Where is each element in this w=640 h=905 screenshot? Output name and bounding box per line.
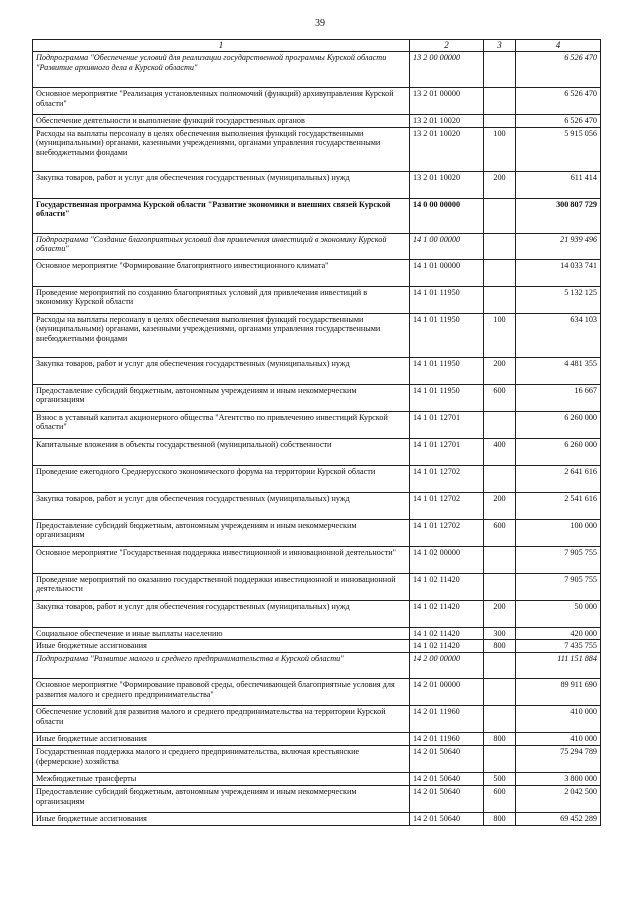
row-name-cell: Закупка товаров, работ и услуг для обеспечения государственных (муниципальных) нужд xyxy=(33,600,410,627)
row-name-cell: Социальное обеспечение и иные выплаты населению xyxy=(33,627,410,640)
row-code-cell: 14 1 01 12702 xyxy=(410,492,484,519)
row-amount-cell: 3 800 000 xyxy=(516,773,601,786)
row-code-cell: 14 2 01 50640 xyxy=(410,813,484,826)
row-expense-type-cell: 600 xyxy=(484,519,516,546)
table-row xyxy=(33,546,601,573)
row-code-cell: 14 0 00 00000 xyxy=(410,198,484,233)
row-amount-cell: 2 641 616 xyxy=(516,465,601,492)
row-code-cell: 14 2 01 00000 xyxy=(410,679,484,706)
row-expense-type-cell xyxy=(484,198,516,233)
row-name-cell: Предоставление субсидий бюджетным, автономным учреждениям и иным некоммерческим организациям xyxy=(33,384,410,411)
column-header-name: 1 xyxy=(33,40,410,52)
table-row xyxy=(33,640,601,653)
table-row xyxy=(33,786,601,813)
row-amount-cell: 410 000 xyxy=(516,733,601,746)
row-expense-type-cell xyxy=(484,286,516,313)
table-row xyxy=(33,114,601,127)
table-header-row xyxy=(33,40,601,52)
row-expense-type-cell xyxy=(484,411,516,438)
row-amount-cell: 75 294 789 xyxy=(516,746,601,773)
row-code-cell: 14 1 01 11950 xyxy=(410,286,484,313)
table-row xyxy=(33,813,601,826)
row-code-cell: 13 2 01 10020 xyxy=(410,114,484,127)
row-amount-cell: 6 260 000 xyxy=(516,438,601,465)
row-amount-cell: 7 905 755 xyxy=(516,573,601,600)
row-expense-type-cell xyxy=(484,87,516,114)
row-expense-type-cell: 200 xyxy=(484,492,516,519)
row-amount-cell: 5 915 056 xyxy=(516,127,601,171)
row-expense-type-cell xyxy=(484,51,516,87)
row-name-cell: Закупка товаров, работ и услуг для обеспечения государственных (муниципальных) нужд xyxy=(33,492,410,519)
row-amount-cell: 6 260 000 xyxy=(516,411,601,438)
row-name-cell: Государственная поддержка малого и среднего предпринимательства, включая крестьянские (фермерские) хозяйства xyxy=(33,746,410,773)
table-row xyxy=(33,733,601,746)
row-code-cell: 14 1 02 11420 xyxy=(410,573,484,600)
row-expense-type-cell: 100 xyxy=(484,127,516,171)
row-name-cell: Расходы на выплаты персоналу в целях обеспечения выполнения функций государственными (муниципальными) органами, казенными учреждениями, органами управления государственными внебюджетными фондами xyxy=(33,313,410,357)
row-expense-type-cell: 800 xyxy=(484,733,516,746)
row-name-cell: Обеспечение условий для развития малого и среднего предпринимательства на территории Курской области xyxy=(33,706,410,733)
row-expense-type-cell: 100 xyxy=(484,313,516,357)
row-name-cell: Основное мероприятие "Государственная поддержка инвестиционной и инновационной деятельности" xyxy=(33,546,410,573)
row-expense-type-cell xyxy=(484,114,516,127)
row-code-cell: 13 2 01 10020 xyxy=(410,171,484,198)
row-expense-type-cell xyxy=(484,706,516,733)
row-amount-cell: 420 000 xyxy=(516,627,601,640)
row-name-cell: Иные бюджетные ассигнования xyxy=(33,813,410,826)
row-code-cell: 14 2 01 50640 xyxy=(410,773,484,786)
table-row xyxy=(33,87,601,114)
row-amount-cell: 6 526 470 xyxy=(516,51,601,87)
table-row xyxy=(33,357,601,384)
table-body xyxy=(33,51,601,825)
row-name-cell: Капитальные вложения в объекты государственной (муниципальной) собственности xyxy=(33,438,410,465)
row-expense-type-cell: 800 xyxy=(484,640,516,653)
row-amount-cell: 2 042 500 xyxy=(516,786,601,813)
row-code-cell: 14 1 01 11950 xyxy=(410,357,484,384)
row-expense-type-cell xyxy=(484,653,516,679)
row-name-cell: Подпрограмма "Создание благоприятных условий для привлечения инвестиций в экономику Курской области" xyxy=(33,233,410,259)
table-row xyxy=(33,706,601,733)
row-expense-type-cell: 500 xyxy=(484,773,516,786)
row-code-cell: 14 1 00 00000 xyxy=(410,233,484,259)
table-row xyxy=(33,653,601,679)
row-name-cell: Подпрограмма "Развитие малого и среднего предпринимательства в Курской области" xyxy=(33,653,410,679)
table-row xyxy=(33,198,601,233)
row-code-cell: 14 1 01 12701 xyxy=(410,411,484,438)
row-name-cell: Обеспечение деятельности и выполнение функций государственных органов xyxy=(33,114,410,127)
budget-table xyxy=(32,39,601,826)
column-header-amount: 4 xyxy=(516,40,601,52)
row-name-cell: Закупка товаров, работ и услуг для обеспечения государственных (муниципальных) нужд xyxy=(33,171,410,198)
table-row xyxy=(33,519,601,546)
row-code-cell: 14 1 02 11420 xyxy=(410,640,484,653)
row-amount-cell: 14 033 741 xyxy=(516,259,601,286)
table-row xyxy=(33,746,601,773)
row-expense-type-cell: 300 xyxy=(484,627,516,640)
row-amount-cell: 6 526 470 xyxy=(516,87,601,114)
table-row xyxy=(33,438,601,465)
row-expense-type-cell xyxy=(484,233,516,259)
row-amount-cell: 634 103 xyxy=(516,313,601,357)
row-name-cell: Подпрограмма "Обеспечение условий для реализации государственной программы Курской области "Развитие архивного дела в Курской области" xyxy=(33,51,410,87)
row-code-cell: 14 1 02 11420 xyxy=(410,600,484,627)
column-header-code: 2 xyxy=(410,40,484,52)
page-number: 39 xyxy=(315,18,325,29)
row-name-cell: Проведение ежегодного Среднерусского экономического форума на территории Курской области xyxy=(33,465,410,492)
row-code-cell: 14 2 01 50640 xyxy=(410,786,484,813)
row-code-cell: 14 1 01 12702 xyxy=(410,519,484,546)
row-expense-type-cell xyxy=(484,679,516,706)
table-row xyxy=(33,384,601,411)
row-code-cell: 14 1 01 12701 xyxy=(410,438,484,465)
row-amount-cell: 410 000 xyxy=(516,706,601,733)
row-amount-cell: 4 481 355 xyxy=(516,357,601,384)
table-row xyxy=(33,286,601,313)
row-amount-cell: 69 452 289 xyxy=(516,813,601,826)
row-name-cell: Иные бюджетные ассигнования xyxy=(33,733,410,746)
row-code-cell: 14 2 00 00000 xyxy=(410,653,484,679)
table-row xyxy=(33,627,601,640)
row-name-cell: Закупка товаров, работ и услуг для обеспечения государственных (муниципальных) нужд xyxy=(33,357,410,384)
row-name-cell: Основное мероприятие "Формирование благоприятного инвестиционного климата" xyxy=(33,259,410,286)
row-code-cell: 14 2 01 50640 xyxy=(410,746,484,773)
row-expense-type-cell: 600 xyxy=(484,384,516,411)
row-code-cell: 14 1 01 00000 xyxy=(410,259,484,286)
row-amount-cell: 16 667 xyxy=(516,384,601,411)
row-amount-cell: 89 911 690 xyxy=(516,679,601,706)
row-name-cell: Основное мероприятие "Формирование правовой среды, обеспечивающей благоприятные условия для развития малого и среднего предпринимательства" xyxy=(33,679,410,706)
row-code-cell: 14 2 01 11960 xyxy=(410,706,484,733)
row-code-cell: 14 1 01 11950 xyxy=(410,384,484,411)
row-expense-type-cell xyxy=(484,573,516,600)
row-amount-cell: 100 000 xyxy=(516,519,601,546)
row-amount-cell: 7 905 755 xyxy=(516,546,601,573)
row-name-cell: Предоставление субсидий бюджетным, автономным учреждениям и иным некоммерческим организациям xyxy=(33,519,410,546)
row-name-cell: Межбюджетные трансферты xyxy=(33,773,410,786)
row-name-cell: Основное мероприятие "Реализация установленных полномочий (функций) архивуправления Курской области" xyxy=(33,87,410,114)
row-name-cell: Проведение мероприятий по оказанию государственной поддержки инвестиционной и инновационной деятельности xyxy=(33,573,410,600)
table-row xyxy=(33,171,601,198)
row-code-cell: 13 2 01 10020 xyxy=(410,127,484,171)
row-name-cell: Предоставление субсидий бюджетным, автономным учреждениям и иным некоммерческим организациям xyxy=(33,786,410,813)
row-name-cell: Проведение мероприятий по созданию благоприятных условий для привлечения инвестиций в экономику Курской области xyxy=(33,286,410,313)
row-amount-cell: 50 000 xyxy=(516,600,601,627)
table-row xyxy=(33,313,601,357)
row-name-cell: Иные бюджетные ассигнования xyxy=(33,640,410,653)
table-row xyxy=(33,492,601,519)
row-expense-type-cell xyxy=(484,259,516,286)
row-code-cell: 14 1 02 11420 xyxy=(410,627,484,640)
row-amount-cell: 7 435 755 xyxy=(516,640,601,653)
row-expense-type-cell: 200 xyxy=(484,357,516,384)
row-amount-cell: 21 939 496 xyxy=(516,233,601,259)
row-amount-cell: 111 151 884 xyxy=(516,653,601,679)
row-expense-type-cell: 200 xyxy=(484,171,516,198)
row-amount-cell: 6 526 470 xyxy=(516,114,601,127)
row-amount-cell: 5 132 125 xyxy=(516,286,601,313)
row-expense-type-cell: 200 xyxy=(484,600,516,627)
row-code-cell: 14 1 02 00000 xyxy=(410,546,484,573)
table-row xyxy=(33,411,601,438)
table-row xyxy=(33,233,601,259)
column-header-expense-type: 3 xyxy=(484,40,516,52)
row-code-cell: 14 1 01 12702 xyxy=(410,465,484,492)
row-expense-type-cell xyxy=(484,746,516,773)
row-expense-type-cell: 400 xyxy=(484,438,516,465)
table-row xyxy=(33,573,601,600)
table-row xyxy=(33,773,601,786)
table-row xyxy=(33,259,601,286)
table-row xyxy=(33,600,601,627)
row-name-cell: Расходы на выплаты персоналу в целях обеспечения выполнения функций государственными (муниципальными) органами, казенными учреждениями, органами управления государственными внебюджетными фондами xyxy=(33,127,410,171)
row-expense-type-cell: 800 xyxy=(484,813,516,826)
table-row xyxy=(33,51,601,87)
row-expense-type-cell xyxy=(484,465,516,492)
row-amount-cell: 611 414 xyxy=(516,171,601,198)
row-code-cell: 13 2 00 00000 xyxy=(410,51,484,87)
table-row xyxy=(33,679,601,706)
row-code-cell: 14 2 01 11960 xyxy=(410,733,484,746)
row-amount-cell: 2 541 616 xyxy=(516,492,601,519)
row-expense-type-cell xyxy=(484,546,516,573)
row-code-cell: 14 1 01 11950 xyxy=(410,313,484,357)
row-name-cell: Взнос в уставный капитал акционерного общества "Агентство по привлечению инвестиций Курской области" xyxy=(33,411,410,438)
row-amount-cell: 300 807 729 xyxy=(516,198,601,233)
row-expense-type-cell: 600 xyxy=(484,786,516,813)
row-code-cell: 13 2 01 00000 xyxy=(410,87,484,114)
row-name-cell: Государственная программа Курской области "Развитие экономики и внешних связей Курской области" xyxy=(33,198,410,233)
table-row xyxy=(33,465,601,492)
table-row xyxy=(33,127,601,171)
